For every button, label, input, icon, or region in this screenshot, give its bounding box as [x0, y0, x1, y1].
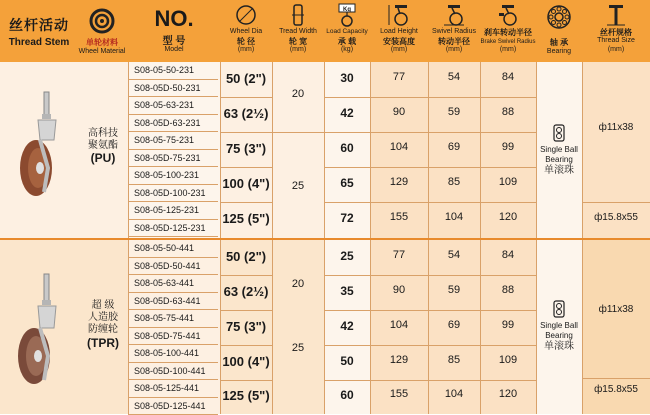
- header-bearing-en: Bearing: [536, 48, 582, 56]
- pu-bearing-cn: 单滚珠: [536, 165, 582, 176]
- pu-height-1: 90: [370, 106, 428, 118]
- pu-model-row: S08-05D-100-231: [128, 185, 218, 203]
- tpr-load-4: 60: [324, 388, 370, 402]
- header-load-capacity: [324, 0, 370, 62]
- header-tread-width-en: Tread Width: [272, 28, 324, 36]
- pu-load-3: 65: [324, 176, 370, 190]
- tpr-material-cn-1: 超 级: [78, 300, 128, 311]
- header-brake-swivel: [480, 0, 536, 62]
- brake-caster-icon: [495, 3, 521, 27]
- pu-dia-0: 50 (2"): [220, 71, 272, 86]
- tpr-brake-2: 99: [480, 319, 536, 331]
- pu-material-cn-1: 高科技: [78, 128, 128, 139]
- pu-dia-1: 63 (2½): [220, 106, 272, 121]
- tpr-model-row: S08-05D-125-441: [128, 398, 218, 415]
- header-load-capacity-en: Load Capacity: [324, 28, 370, 36]
- pu-height-3: 129: [370, 176, 428, 188]
- header-swivel-radius-unit: (mm): [428, 46, 480, 54]
- pu-brake-2: 99: [480, 141, 536, 153]
- tpr-tread-0: 20: [272, 278, 324, 290]
- tpr-model-row: S08-05-125-441: [128, 380, 218, 398]
- header-thread-stem-en: Thread Stem: [0, 37, 78, 48]
- pu-swivel-0: 54: [428, 71, 480, 83]
- header-thread-size-en: Thread Size: [582, 37, 650, 45]
- pu-thread-2: ф15.8x55: [582, 212, 650, 223]
- header-thread-size-unit: (mm): [582, 46, 650, 54]
- tpr-model-row: S08-05-100-441: [128, 345, 218, 363]
- header-wheel-dia-unit: (mm): [220, 46, 272, 54]
- header-model: [128, 0, 220, 62]
- header-bearing-cn: 轴 承: [536, 38, 582, 47]
- pu-material-en: (PU): [78, 153, 128, 164]
- tpr-material-cn-3: 防缠轮: [78, 324, 128, 335]
- tpr-height-0: 77: [370, 249, 428, 261]
- pu-brake-3: 109: [480, 176, 536, 188]
- pu-brake-1: 88: [480, 106, 536, 118]
- tpr-height-1: 90: [370, 284, 428, 296]
- pu-brake-4: 120: [480, 211, 536, 223]
- tpr-thread-2: ф15.8x55: [582, 384, 650, 395]
- tpr-model-row: S08-05D-75-441: [128, 328, 218, 346]
- header-wheel-material-cn: 单轮材料: [78, 38, 126, 47]
- pu-swivel-4: 104: [428, 211, 480, 223]
- tpr-model-row: S08-05-50-441: [128, 240, 218, 258]
- header-thread-stem-cn: 丝杆活动: [0, 15, 78, 35]
- header-swivel-radius-en: Swivel Radius: [428, 28, 480, 36]
- tpr-dia-4: 125 (5"): [220, 388, 272, 403]
- pu-model-row: S08-05-100-231: [128, 167, 218, 185]
- tread-width-icon: [291, 3, 305, 27]
- tpr-height-2: 104: [370, 319, 428, 331]
- pu-model-row: S08-05D-63-231: [128, 115, 218, 133]
- pu-height-2: 104: [370, 141, 428, 153]
- header-load-capacity-cn: 承 载: [324, 37, 370, 46]
- caster-height-icon: [386, 3, 412, 27]
- pu-swivel-2: 69: [428, 141, 480, 153]
- header-brake-en: Brake Swivel Radius: [480, 38, 536, 46]
- pu-bearing-en-2: Bearing: [536, 154, 582, 165]
- tpr-brake-4: 120: [480, 388, 536, 400]
- tpr-material-en: (TPR): [78, 338, 128, 349]
- pu-dia-3: 100 (4"): [220, 176, 272, 191]
- tpr-bearing-en-1: Single Ball: [536, 320, 582, 331]
- pu-bearing-en-1: Single Ball: [536, 144, 582, 155]
- pu-tread-0: 20: [272, 88, 324, 100]
- tpr-bearing-cn: 单滚珠: [536, 341, 582, 352]
- pu-load-1: 42: [324, 106, 370, 120]
- tpr-load-2: 42: [324, 319, 370, 333]
- load-weight-icon: [334, 3, 360, 27]
- tpr-swivel-3: 85: [428, 354, 480, 366]
- pu-swivel-3: 85: [428, 176, 480, 188]
- pu-load-0: 30: [324, 71, 370, 85]
- pu-material-cn-2: 聚氨酯: [78, 140, 128, 151]
- pu-load-4: 72: [324, 211, 370, 225]
- tpr-height-3: 129: [370, 354, 428, 366]
- pu-height-0: 77: [370, 71, 428, 83]
- tpr-material-cn-2: 人造胶: [78, 312, 128, 323]
- pu-height-4: 155: [370, 211, 428, 223]
- tpr-model-row: S08-05D-50-441: [128, 258, 218, 276]
- header-load-height-en: Load Height: [370, 28, 428, 36]
- tpr-dia-1: 63 (2½): [220, 284, 272, 299]
- tpr-bearing-icon: [552, 300, 566, 318]
- section-pu: [0, 62, 650, 238]
- tpr-brake-3: 109: [480, 354, 536, 366]
- header-tread-width-unit: (mm): [272, 46, 324, 54]
- header-model-cn: 型 号: [128, 37, 220, 46]
- tpr-thread-1: ф11x38: [582, 304, 650, 315]
- header-no-title: NO.: [128, 6, 220, 32]
- wheel-diameter-icon: [235, 4, 257, 26]
- thread-stem-icon: [603, 3, 629, 27]
- tpr-model-row: S08-05D-63-441: [128, 293, 218, 311]
- header-wheel-dia: [220, 0, 272, 62]
- header-wheel-material: [78, 0, 126, 62]
- tpr-dia-0: 50 (2"): [220, 249, 272, 264]
- tpr-model-row: S08-05-63-441: [128, 275, 218, 293]
- pu-dia-4: 125 (5"): [220, 211, 272, 226]
- ball-bearing-icon: [546, 4, 572, 30]
- tpr-load-0: 25: [324, 249, 370, 263]
- header-swivel-radius: [428, 0, 480, 62]
- pu-model-row: S08-05-50-231: [128, 62, 218, 80]
- tpr-caster-image: [12, 272, 70, 388]
- pu-model-row: S08-05-63-231: [128, 97, 218, 115]
- header-brake-unit: (mm): [480, 46, 536, 54]
- pu-model-row: S08-05-75-231: [128, 132, 218, 150]
- pu-bearing-icon: [552, 124, 566, 142]
- tpr-dia-3: 100 (4"): [220, 354, 272, 369]
- tpr-tread-1: 25: [272, 342, 324, 354]
- pu-caster-image: [14, 88, 70, 200]
- header-tread-width-cn: 轮 宽: [272, 37, 324, 46]
- header-bearing: [536, 0, 582, 62]
- tpr-swivel-2: 69: [428, 319, 480, 331]
- table-header: [0, 0, 650, 62]
- wheel-target-icon: [89, 8, 115, 34]
- pu-load-2: 60: [324, 141, 370, 155]
- tpr-brake-0: 84: [480, 249, 536, 261]
- header-brake-cn: 刹车转动半径: [480, 28, 536, 37]
- pu-dia-2: 75 (3"): [220, 141, 272, 156]
- tpr-swivel-1: 59: [428, 284, 480, 296]
- tpr-swivel-4: 104: [428, 388, 480, 400]
- pu-model-row: S08-05D-125-231: [128, 220, 218, 238]
- tpr-load-3: 50: [324, 354, 370, 368]
- tpr-model-row: S08-05D-100-441: [128, 363, 218, 381]
- header-load-height: [370, 0, 428, 62]
- pu-brake-0: 84: [480, 71, 536, 83]
- tpr-load-1: 35: [324, 284, 370, 298]
- tpr-bearing-en-2: Bearing: [536, 330, 582, 341]
- header-model-en: Model: [128, 46, 220, 54]
- pu-model-row: S08-05D-75-231: [128, 150, 218, 168]
- tpr-dia-2: 75 (3"): [220, 319, 272, 334]
- pu-thread-1: ф11x38: [582, 122, 650, 133]
- section-tpr: [0, 240, 650, 414]
- header-wheel-dia-cn: 轮 径: [220, 37, 272, 46]
- tpr-height-4: 155: [370, 388, 428, 400]
- pu-tread-1: 25: [272, 180, 324, 192]
- header-wheel-material-en: Wheel Material: [78, 48, 126, 56]
- swivel-caster-icon: [441, 3, 467, 27]
- header-swivel-radius-cn: 转动半径: [428, 37, 480, 46]
- pu-swivel-1: 59: [428, 106, 480, 118]
- header-load-height-cn: 安装高度: [370, 37, 428, 46]
- header-thread-size: [582, 0, 650, 62]
- tpr-model-row: S08-05-75-441: [128, 310, 218, 328]
- header-load-capacity-unit: (kg): [324, 46, 370, 54]
- tpr-brake-1: 88: [480, 284, 536, 296]
- svg-text:Kg: Kg: [343, 7, 351, 13]
- tpr-swivel-0: 54: [428, 249, 480, 261]
- header-load-height-unit: (mm): [370, 46, 428, 54]
- header-thread-stem: [0, 0, 78, 62]
- header-tread-width: [272, 0, 324, 62]
- pu-model-row: S08-05-125-231: [128, 202, 218, 220]
- header-wheel-dia-en: Wheel Dia: [220, 28, 272, 36]
- pu-model-row: S08-05D-50-231: [128, 80, 218, 98]
- header-thread-size-cn: 丝杆规格: [582, 28, 650, 37]
